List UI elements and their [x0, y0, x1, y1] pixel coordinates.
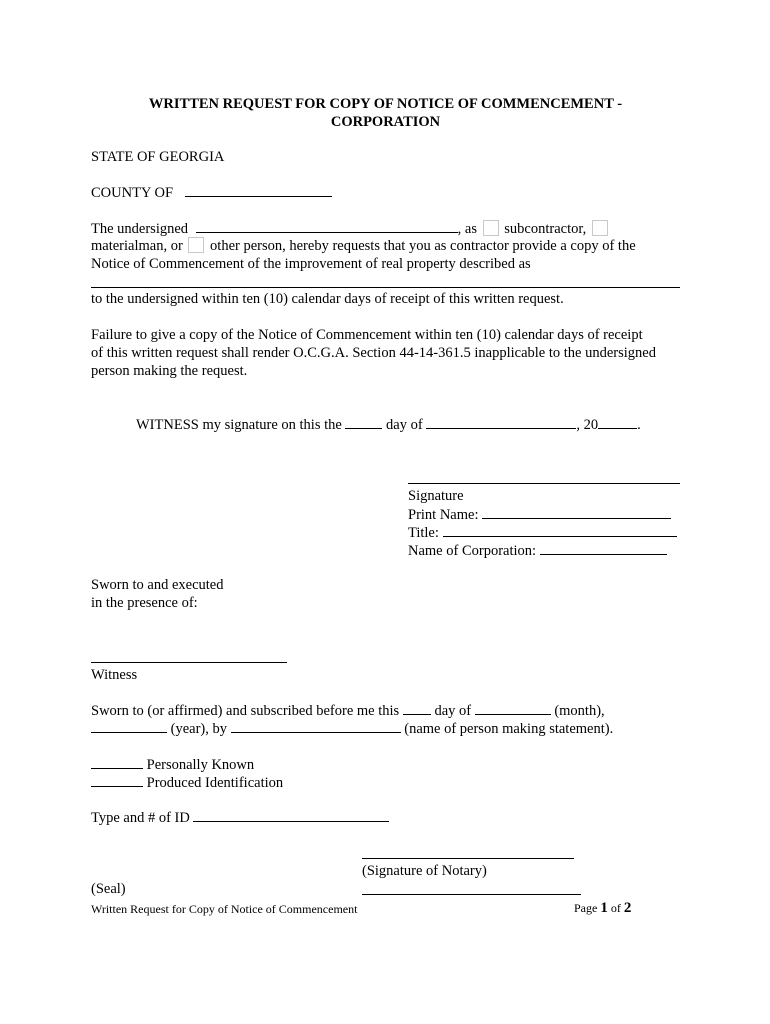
para1-line1 [91, 219, 610, 238]
document-title [91, 95, 680, 131]
signature-field[interactable] [408, 483, 680, 484]
footer-title: Written Request for Copy of Notice of Commencement [91, 902, 358, 916]
page-current: 1 [600, 900, 608, 916]
witness-period: . [637, 417, 641, 433]
notary-person-label: (name of person making statement). [404, 721, 614, 737]
witness-signature-field[interactable] [91, 662, 287, 663]
title-field[interactable] [443, 523, 677, 537]
seal-label: (Seal) [91, 881, 126, 897]
para2-line2: of this written request shall render O.C.G.A. Section 44-14-361.5 inapplicable to the undersigned [91, 345, 656, 361]
produced-id-line [91, 773, 283, 792]
personally-known-field[interactable] [91, 755, 143, 769]
title-label: Title: [408, 525, 439, 541]
title-line-2: CORPORATION [330, 114, 441, 130]
undersigned-label: The undersigned [91, 221, 189, 237]
notary-name-field[interactable] [362, 894, 581, 895]
other-person-label: other person, hereby requests that you as contractor provide a copy of the [210, 238, 636, 254]
as-label: , as [457, 221, 478, 237]
notary-person-field[interactable] [231, 719, 401, 733]
notary-line-2 [91, 719, 613, 738]
notary-day-field[interactable] [403, 701, 431, 715]
property-description-field[interactable] [91, 287, 680, 288]
notary-year-field[interactable] [91, 719, 167, 733]
page-total: 2 [623, 900, 632, 916]
print-name-label: Print Name: [408, 507, 479, 523]
witness-month-field[interactable] [426, 415, 576, 429]
print-name-line [408, 505, 671, 524]
personally-known-label: Personally Known [146, 757, 255, 773]
sworn-line-2: in the presence of: [91, 595, 198, 611]
corporation-line [408, 541, 667, 560]
witness-line [136, 415, 641, 434]
title-line [408, 523, 677, 542]
witness-day-of: day of [386, 417, 423, 433]
page-label: Page [574, 901, 598, 915]
other-person-checkbox[interactable] [188, 237, 204, 253]
witness-year-prefix: , 20 [576, 417, 599, 433]
para2-line3: person making the request. [91, 363, 248, 379]
notary-signature-field[interactable] [362, 858, 574, 859]
subcontractor-label: subcontractor, [504, 221, 587, 237]
materialman-label: materialman, or [91, 238, 183, 254]
para1-line3: Notice of Commencement of the improvement of real property described as [91, 256, 531, 272]
notary-line-1 [91, 701, 605, 720]
subcontractor-checkbox[interactable] [483, 220, 499, 236]
witness-year-field[interactable] [598, 415, 637, 429]
signature-label: Signature [408, 488, 464, 504]
notary-sworn-text: Sworn to (or affirmed) and subscribed before me this [91, 703, 400, 719]
produced-id-label: Produced Identification [146, 775, 284, 791]
type-id-label: Type and # of ID [91, 810, 190, 826]
produced-id-field[interactable] [91, 773, 143, 787]
county-line [91, 183, 332, 202]
corporation-label: Name of Corporation: [408, 543, 537, 559]
corporation-field[interactable] [540, 541, 667, 555]
type-id-field[interactable] [193, 808, 389, 822]
witness-day-field[interactable] [345, 415, 382, 429]
notary-month-field[interactable] [475, 701, 551, 715]
witness-text: WITNESS my signature on this the [136, 417, 342, 433]
county-field[interactable] [185, 183, 332, 197]
title-line-1: WRITTEN REQUEST FOR COPY OF NOTICE OF COMMENCEMENT - [148, 96, 623, 112]
notary-year-label: (year), by [170, 721, 227, 737]
para1-line4: to the undersigned within ten (10) calendar days of receipt of this written request. [91, 291, 564, 307]
print-name-field[interactable] [482, 505, 671, 519]
undersigned-name-field[interactable] [196, 219, 458, 233]
page-number [574, 900, 631, 916]
state-label: STATE OF GEORGIA [91, 149, 225, 165]
page-of-label: of [610, 901, 621, 915]
sworn-line-1: Sworn to and executed [91, 577, 224, 593]
county-label: COUNTY OF [91, 185, 174, 201]
type-id-line [91, 808, 389, 827]
personally-known-line [91, 755, 254, 774]
notary-month-label: (month), [554, 703, 605, 719]
notary-day-of: day of [434, 703, 472, 719]
para1-line2 [91, 237, 636, 255]
para2-line1: Failure to give a copy of the Notice of Commencement within ten (10) calendar days of receipt [91, 327, 643, 343]
materialman-checkbox[interactable] [592, 220, 608, 236]
notary-signature-label: (Signature of Notary) [362, 863, 487, 879]
witness-label: Witness [91, 667, 138, 683]
